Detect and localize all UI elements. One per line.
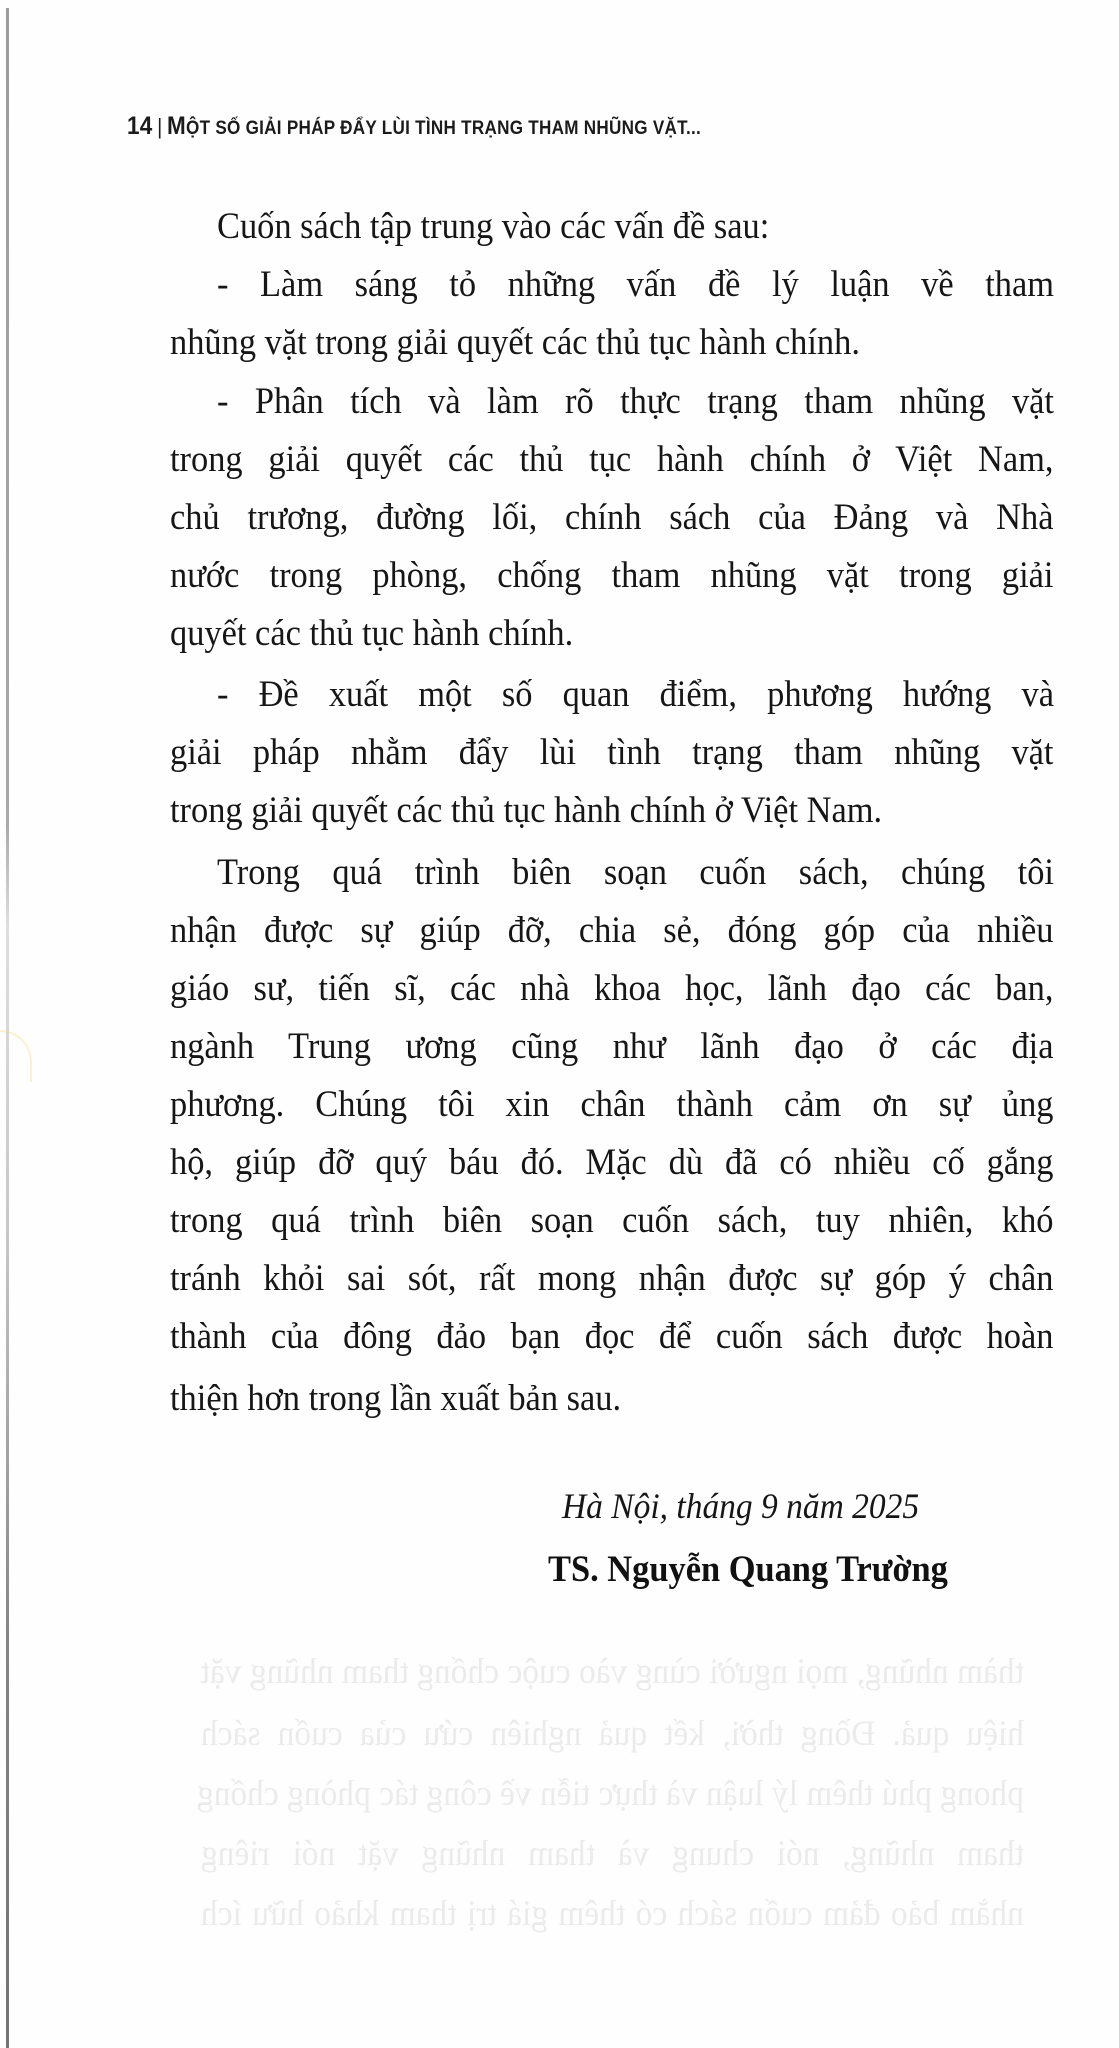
header-separator: | <box>157 114 163 139</box>
bullet-1-line: nhũng vặt trong giải quyết các thủ tục hành chính. <box>170 322 860 363</box>
bleed-line: phong phú thêm lý luận và thực tiễn về công tác phòng chống <box>196 1773 1025 1813</box>
bleed-line: tham nhũng, nói chung và tham nhũng vặt nói riêng <box>200 1833 1025 1873</box>
bleed-line: nhằm bảo đảm cuốn sách có thêm giá trị tham khảo hữu ích <box>200 1893 1025 1933</box>
acknowledgement-line: tránh khỏi sai sót, rất mong nhận được sự góp ý chân <box>170 1258 1054 1299</box>
bullet-2-line: - Phân tích và làm rõ thực trạng tham nhũng vặt <box>217 381 1054 422</box>
bullet-3-line: giải pháp nhằm đẩy lùi tình trạng tham nhũng vặt <box>170 732 1054 773</box>
bullet-2-line: trong giải quyết các thủ tục hành chính ở Việt Nam, <box>170 439 1054 480</box>
bleed-line: thàm nhũng, mọi người cùng vào cuộc chống tham nhũng vặt <box>200 1651 1025 1691</box>
paper-stain <box>0 1030 32 1082</box>
bullet-2-line: quyết các thủ tục hành chính. <box>170 613 574 654</box>
acknowledgement-line: phương. Chúng tôi xin chân thành cảm ơn sự ủng <box>170 1084 1054 1125</box>
paragraph-intro-line: Cuốn sách tập trung vào các vấn đề sau: <box>217 206 770 247</box>
acknowledgement-line: giáo sư, tiến sĩ, các nhà khoa học, lãnh đạo các ban, <box>170 968 1054 1009</box>
acknowledgement-line: trong quá trình biên soạn cuốn sách, tuy nhiên, khó <box>170 1200 1054 1241</box>
bullet-2-line: chủ trương, đường lối, chính sách của Đảng và Nhà <box>170 497 1054 538</box>
acknowledgement-line: thành của đông đảo bạn đọc để cuốn sách được hoàn <box>170 1316 1054 1357</box>
acknowledgement-line: ngành Trung ương cũng như lãnh đạo ở các địa <box>170 1026 1054 1067</box>
signature-author: TS. Nguyễn Quang Trường <box>548 1549 948 1590</box>
bleed-line: hiệu quả. Đồng thời, kết quả nghiên cứu của cuốn sách <box>200 1713 1025 1753</box>
page-edge-shadow <box>6 8 9 2048</box>
bullet-3-line: - Đề xuất một số quan điểm, phương hướng và <box>217 674 1054 715</box>
acknowledgement-line: Trong quá trình biên soạn cuốn sách, chúng tôi <box>217 852 1054 893</box>
acknowledgement-line: hộ, giúp đỡ quý báu đó. Mặc dù đã có nhiều cố gắng <box>170 1142 1054 1183</box>
page-number: 14 <box>127 112 153 140</box>
bullet-1-line: - Làm sáng tỏ những vấn đề lý luận về tham <box>217 264 1054 305</box>
bullet-3-line: trong giải quyết các thủ tục hành chính ở Việt Nam. <box>170 790 883 831</box>
signature-place-date: Hà Nội, tháng 9 năm 2025 <box>562 1486 920 1526</box>
header-title-initial: M <box>166 112 187 140</box>
bullet-2-line: nước trong phòng, chống tham nhũng vặt trong giải <box>170 555 1054 596</box>
acknowledgement-line: nhận được sự giúp đỡ, chia sẻ, đóng góp của nhiều <box>170 910 1054 951</box>
header-title-rest: ỘT SỐ GIẢI PHÁP ĐẨY LÙI TÌNH TRẠNG THAM NHŨNG VẶT... <box>186 118 702 139</box>
running-header <box>127 112 701 141</box>
acknowledgement-line: thiện hơn trong lần xuất bản sau. <box>170 1378 622 1419</box>
